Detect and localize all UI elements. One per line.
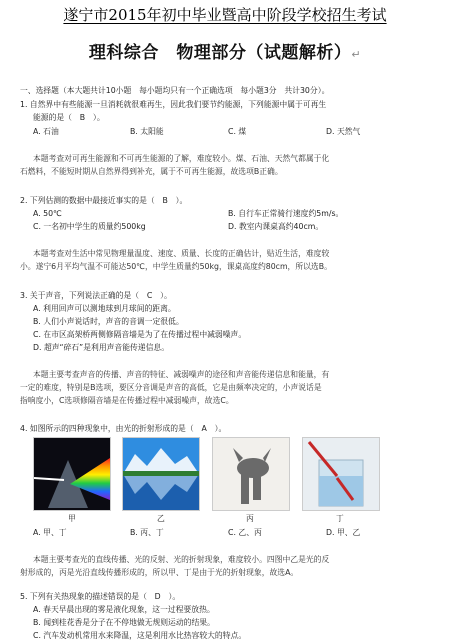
- straw-image: [303, 438, 379, 510]
- q3-option-a: A. 利用回声可以测地球到月球间的距离。: [33, 304, 176, 313]
- figure-label-yi: 乙: [157, 514, 165, 523]
- q4-stem: 4. 如图所示的四种现象中，由光的折射形成的是（ A ）。: [20, 424, 227, 433]
- figure-label-ding: 丁: [336, 514, 344, 523]
- q1-option-a: A. 石油: [33, 127, 59, 136]
- q2-option-c: C. 一名初中学生的质量约500kg: [33, 222, 146, 231]
- paragraph-mark: ↵: [351, 48, 362, 61]
- shadow-image: [213, 438, 289, 510]
- q1-option-d: D. 天然气: [326, 127, 361, 136]
- q2-option-a: A. 50℃: [33, 209, 62, 218]
- q3-option-c: C. 在市区高架桥两侧修隔音墙是为了在传播过程中减弱噪声。: [33, 330, 247, 339]
- q2-stem: 2. 下列估测的数据中最接近事实的是（ B ）。: [20, 196, 188, 205]
- section-heading: 一、选择题（本大题共计10小题 每小题均只有一个正确选项 每小题3分 共计30分）。: [20, 86, 330, 95]
- q2-option-d: D. 教室内课桌高约40cm。: [228, 222, 324, 231]
- q5-option-b: B. 闻到桂花香是分子在不停地做无规则运动的结果。: [33, 618, 215, 627]
- figure-label-jia: 甲: [68, 514, 76, 523]
- q5-option-c: C. 汽车发动机常用水来降温，这是利用水比热容较大的特点。: [33, 631, 247, 640]
- q4-analysis-2: 射形成的，丙是光沿直线传播形成的，所以甲、丁是由于光的折射现象，故选A。: [20, 568, 299, 577]
- q4-option-d: D. 甲、乙: [326, 528, 361, 537]
- q3-stem: 3. 关于声音，下列说法正确的是（ C ）。: [20, 291, 172, 300]
- q2-analysis-2: 小。遂宁6月平均气温不可能达50℃，中学生质量约50kg，课桌高度约80cm，所以选B。: [20, 262, 332, 271]
- q1-analysis-1: 本题考查对可再生能源和不可再生能源的了解，难度较小。煤、石油、天然气都属于化: [33, 154, 330, 163]
- q3-option-b: B. 人们小声说话时，声音的音调一定很低。: [33, 317, 184, 326]
- q5-stem: 5. 下列有关热现象的描述错误的是（ D ）。: [20, 592, 181, 601]
- reflection-image: [123, 438, 199, 510]
- q2-analysis-1: 本题考查对生活中常见物理量温度、速度、质量、长度的正确估计，贴近生活，难度较: [33, 249, 330, 258]
- q5-option-a: A. 春天早晨出现的雾是液化现象，这一过程要放热。: [33, 605, 215, 614]
- prism-image: [34, 438, 110, 510]
- q3-analysis-2: 一定的难度，特别是B选项，要区分音调是声音的高低，它是由频率决定的，小声说话是: [20, 383, 322, 392]
- q1-analysis-2: 石燃料，不能短时期从自然界得到补充，属于不可再生能源，故选项B正确。: [20, 167, 283, 176]
- figure-mountain-reflection: [122, 437, 200, 511]
- q4-option-a: A. 甲、丁: [33, 528, 67, 537]
- q1-stem-1: 1. 自然界中有些能源一旦消耗就很难再生，因此我们要节约能源，下列能源中属于可再生: [20, 100, 327, 109]
- document-title: [0, 38, 450, 63]
- q4-analysis-1: 本题主要考查光的直线传播、光的反射、光的折射现象，难度较小。四图中乙是光的反: [33, 555, 330, 564]
- figure-straw-refraction: [302, 437, 380, 511]
- q3-analysis-3: 指响度小，C选项修隔音墙是在传播过程中减弱噪声，故选C。: [20, 396, 234, 405]
- title-text: 理科综合 物理部分（试题解析）: [88, 43, 352, 63]
- q3-option-d: D. 超声“碎石”是利用声音能传递信息。: [33, 343, 169, 352]
- q1-option-b: B. 太阳能: [130, 127, 164, 136]
- q1-stem-2: 能源的是（ B ）。: [33, 113, 105, 122]
- figure-hand-shadow: [212, 437, 290, 511]
- q1-option-c: C. 煤: [228, 127, 247, 136]
- q3-analysis-1: 本题主要考查声音的传播、声音的特征、减弱噪声的途径和声音能传递信息和能量，有: [33, 370, 330, 379]
- figure-prism-dispersion: [33, 437, 111, 511]
- q4-option-c: C. 乙、丙: [228, 528, 262, 537]
- q2-option-b: B. 自行车正常骑行速度约5m/s。: [228, 209, 344, 218]
- exam-header: 遂宁市2015年初中毕业暨高中阶段学校招生考试: [63, 6, 387, 24]
- q4-option-b: B. 丙、丁: [130, 528, 164, 537]
- figure-label-bing: 丙: [246, 514, 254, 523]
